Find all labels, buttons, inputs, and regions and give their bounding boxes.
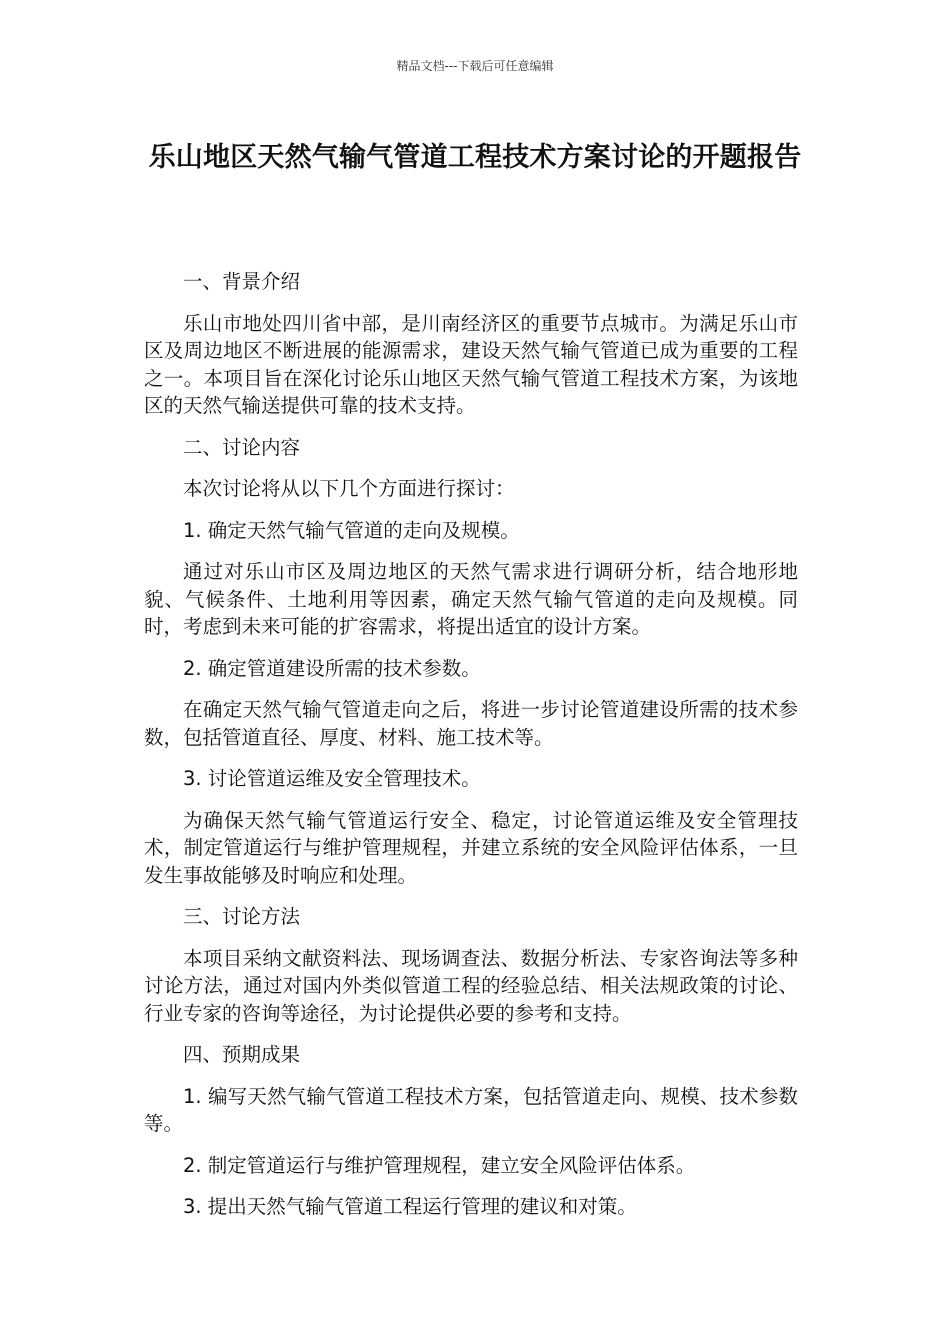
section-heading-methods: 三、讨论方法	[183, 905, 301, 928]
paragraph-methods: 本项目采纳文献资料法、现场调查法、数据分析法、专家咨询法等多种讨论方法，通过对国内外类似管道工程的经验总结、相关法规政策的讨论、行业专家的咨询等途径，为讨论提供必要的参考和支持。	[144, 946, 798, 1025]
document-body	[144, 268, 798, 1235]
section-heading-content: 二、讨论内容	[183, 435, 301, 459]
section-heading-outcomes: 四、预期成果	[183, 1043, 301, 1066]
list-item-outcome-1: 1. 编写天然气输气管道工程技术方案，包括管道走向、规模、技术参数等。	[144, 1084, 798, 1135]
list-item-operations-safety: 3. 讨论管道运维及安全管理技术。	[183, 767, 481, 790]
list-item-outcome-2: 2. 制定管道运行与维护管理规程，建立安全风险评估体系。	[183, 1153, 696, 1177]
paragraph-content-intro: 本次讨论将从以下几个方面进行探讨：	[183, 477, 515, 500]
list-item-technical-params: 2. 确定管道建设所需的技术参数。	[183, 656, 481, 680]
watermark-header: 精品文档---下载后可任意编辑	[396, 59, 554, 73]
paragraph-route-scale: 通过对乐山市区及周边地区的天然气需求进行调研分析，结合地形地貌、气候条件、土地利用等因素，确定天然气输气管道的走向及规模。同时，考虑到未来可能的扩容需求，将提出适宜的设计方案。	[144, 560, 798, 638]
list-item-outcome-3: 3. 提出天然气输气管道工程运行管理的建议和对策。	[183, 1195, 637, 1218]
document-title: 乐山地区天然气输气管道工程技术方案讨论的开题报告	[148, 142, 802, 173]
list-item-route-scale: 1. 确定天然气输气管道的走向及规模。	[183, 518, 520, 542]
paragraph-technical-params: 在确定天然气输气管道走向之后，将进一步讨论管道建设所需的技术参数，包括管道直径、厚度、材料、施工技术等。	[144, 698, 798, 749]
paragraph-operations-safety: 为确保天然气输气管道运行安全、稳定，讨论管道运维及安全管理技术，制定管道运行与维护管理规程，并建立系统的安全风险评估体系，一旦发生事故能够及时响应和处理。	[144, 808, 798, 887]
section-heading-background: 一、背景介绍	[183, 270, 301, 293]
paragraph-background: 乐山市地处四川省中部，是川南经济区的重要节点城市。为满足乐山市区及周边地区不断进展的能源需求，建设天然气输气管道已成为重要的工程之一。本项目旨在深化讨论乐山地区天然气输气管道工程技术方案，为该地区的天然气输送提供可靠的技术支持。	[144, 311, 798, 417]
